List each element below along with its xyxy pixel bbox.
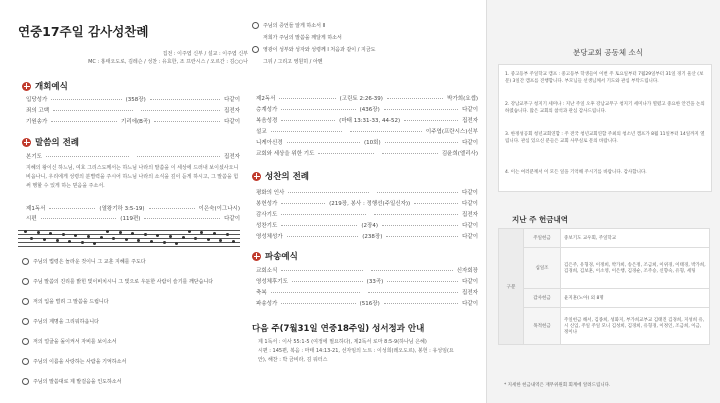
leader-dots [41,218,117,219]
leader-dots [287,142,360,143]
leader-dots [53,110,133,111]
row-detail: (고린토 2:26-39) [339,96,383,102]
leader-dots [385,142,458,143]
row-label: 봉헌성가 [256,201,278,207]
music-note [156,234,159,237]
row-label: 파송성가 [256,301,278,307]
service-row [256,277,478,285]
row-role: 박가희(요셉) [447,96,479,102]
verse-text: 주님의 계명을 그리워하옵니다 [33,319,99,325]
officiant-line: MC : 홍태오도로, 김레슨 / 성찬 : 유효한, 조 프란시스 / 오르간 : 김○○나 [88,59,248,65]
service-row [256,188,478,196]
music-note [100,236,103,239]
psalm-verse [22,298,240,305]
verse-text: 주님의 증언들 알게 하소서 II [263,23,326,29]
music-note [74,234,77,237]
row-role: 다같이 [462,107,479,113]
row-label: 교회소식 [256,268,278,274]
leader-dots [414,203,458,204]
music-note [30,237,33,240]
verse-text: 영광이 성부와 성자와 성령께 I 처음과 같이 / 지금도 [263,47,376,53]
service-row [256,266,478,274]
offering-footnote: * 지세한 헌금내역은 재무위원회 회계에 알려드립니다. [504,383,611,388]
row-role: 집전자 [462,290,478,296]
leader-dots [281,120,335,121]
leader-dots [287,236,359,237]
psalm-verse [22,278,240,285]
offering-type: 목적헌금 [524,308,561,345]
music-note [207,238,210,241]
section-title: 성찬의 전례 [265,172,310,182]
collect-paragraph: 지혜의 왕이신 하느님, 여호 그리스도께서는 하느님 나라의 말씀을 이 세상에 드러내 보이셨사오니 비옵나니, 우리에게 성령의 분별력을 주시어 하느님 나라의 소식을 깊이 듣게 하시고, 그 말씀을 힘써 행할 수 있게 하는 믿음을 주소서. [26,165,239,189]
verse-text: 주님의 법령은 놀라운 것이니 그 교훈 지혜를 주도다 [33,259,146,265]
row-label: 성찬기도 [256,223,278,229]
row-detail: (219장, 봉사 : 정행선(주일신자)) [329,201,411,207]
leader-dots [281,203,325,204]
music-note [169,235,172,238]
row-detail: (33곡) [366,279,384,285]
row-role: 다같이 [462,279,479,285]
music-note [213,232,216,235]
row-label: 영성체성가 [256,234,283,240]
offering-type: 십일조 [524,248,561,289]
leader-dots [350,131,422,132]
offering-table [498,228,710,345]
row-detail: (238장) [362,234,383,240]
row-detail: (516장) [359,301,380,307]
row-label: 제2독서 [256,96,276,102]
row-role: 다같이 [462,234,479,240]
music-note [56,239,59,242]
row-label: 시편 [26,216,37,222]
notice-item: 3. 한정성공회 청년교회연합 : 주 전국 청년교회연합 주최의 청소년 캠프가 8월 11일부터 14일까지 열립니다. 관심 있으신 분들은 교회 사무실로 문의 바랍니다. [505,132,705,144]
leader-dots [279,98,335,99]
music-note [182,236,185,239]
psalm-verse [22,338,240,345]
row-role: 집전자 [462,118,479,124]
music-note [106,230,109,233]
table-row [499,229,710,248]
section-word [22,136,79,148]
music-note [144,233,147,236]
row-detail: (436장) [359,107,380,113]
leader-dots [281,225,357,226]
leader-dots [144,218,220,219]
verse-circle-icon [22,278,29,285]
verse-circle-icon [22,358,29,365]
service-row [26,117,240,125]
leader-dots [271,131,343,132]
leader-dots [271,292,361,293]
notice-item: 4. 이는 여러분께서 이 모든 일을 기억해 주시기를 바랍니다. 감사합니다. [505,170,647,175]
offering-category: 구분 [499,229,524,345]
music-note [232,240,235,243]
offering-names: 중보기도 교우회, 주일학교 [561,229,710,248]
offering-names: 김은주, 유형경, 이정희, 박가희, 송은정, 조금희, 이위경, 이태경, 박가희, 김경희, 김보훈, 이소영, 이은행, 김경순, 조주승, 신향숙, 유형, 세팅 [561,248,710,289]
music-note [194,237,197,240]
music-staff [18,228,240,250]
leader-dots [404,120,458,121]
psalm-verse [22,318,240,325]
section-gathering [22,80,68,92]
service-row [26,204,240,212]
psalm-verse [22,258,240,265]
music-note [81,241,84,244]
row-label: 본기도 [26,154,42,160]
psalm-verse [22,378,240,385]
service-row [26,152,240,160]
row-role: 이은숙(이그나시) [198,206,241,212]
officiant-info [18,50,248,66]
notice-item: 1. 중고등부 주일학교 캠프 : 중고등부 학생들이 이번 주 토요일부터 7월29일부터 31일 경기 울산 (보문) 3일간 캠프를 진행합니다. 부모님들 선생님께서 기도와 관심 부탁드립니다. [505,72,704,84]
psalm-verse [252,58,491,65]
verse-circle-icon [252,46,259,53]
service-row [256,138,478,146]
row-label: 층계성가 [256,107,278,113]
music-note [24,230,27,233]
leader-dots [382,153,438,154]
announcement-line: 시편 : 145편, 복음 : 마태 14:13-21, 선자임의 노트 : 이성희(레오도르), 봉헌 : 유성임(요 [258,348,454,354]
psalm-verse [252,34,491,41]
leader-dots [281,270,363,271]
leader-dots [387,281,458,282]
announcement-line: 제 1독서 : 이사 55:1-5 (여정에 필요하다), 제2독서 로마 8:5-9(하나님 은혜) [258,339,427,345]
row-label: 니케아신경 [256,140,283,146]
music-note [188,230,191,233]
music-note [163,241,166,244]
verse-circle-icon [22,338,29,345]
row-role: 다같이 [462,190,478,196]
table-row [499,308,710,345]
row-role: 다같이 [224,119,241,125]
service-row [256,232,478,240]
verse-circle-icon [252,22,259,29]
leader-dots [318,153,374,154]
leader-dots [154,121,220,122]
row-label: 제1독서 [26,206,46,212]
offering-type: 주일헌금 [524,229,561,248]
announcement-title: 다음 주(7월31일 연중18주일) 성서정과 안내 [252,324,425,334]
offering-names: 윤지훈(노아) 외 8명 [561,289,710,308]
service-row [256,127,478,135]
verse-circle-icon [22,258,29,265]
notice-title: 분당교회 공동체 소식 [573,48,643,57]
section-communion [252,170,309,182]
row-role: 신자회장 [456,268,478,274]
row-label: 입당성가 [26,97,48,103]
service-row [256,116,478,124]
verse-text: 저희가 주님의 말씀을 깨달게 하소서 [263,35,342,41]
service-row [26,214,240,222]
leader-dots [384,303,458,304]
row-label: 기원송가 [26,119,48,125]
notice-box [498,64,712,192]
row-label: 감사기도 [256,212,278,218]
row-label: 평화의 인사 [256,190,285,196]
service-row [256,210,478,218]
leader-dots [281,303,355,304]
leader-dots [292,281,363,282]
section-title: 말씀의 전례 [35,138,80,148]
verse-text: 저의 얼굴을 돌이켜서 자비를 보이소서 [33,339,117,345]
row-label: 설교 [256,129,267,135]
row-label: 영성체후기도 [256,279,288,285]
service-row [256,299,478,307]
leader-dots [386,236,458,237]
offering-names: 주일헌금 해서, 김종희, 성화지, 부가희교부교 김태진 김경희, 지성희 유, 시 신입, 주일 주일 모니 김성희, 김경희, 유형경, 이정인, 조금희, 이금, 정이나 [561,308,710,345]
cross-icon [22,82,31,91]
verse-text: 주님의 말씀대로 제 발걸음을 인도하소서 [33,379,122,385]
row-role: 집전자 [462,212,478,218]
row-detail: (10회) [364,140,381,146]
cross-icon [252,172,261,181]
offering-type: 감사헌금 [524,289,561,308]
service-row [26,95,240,103]
leader-dots [141,110,221,111]
row-label: 교회와 세상을 위한 기도 [256,151,315,157]
music-note [125,238,128,241]
leader-dots [46,156,129,157]
announcement-line: 안), 해찬 : 박 금비라, 김 워터스 [258,357,328,363]
announcement-body [258,338,480,365]
leader-dots [281,214,365,215]
page-title: 연중17주일 감사성찬례 [18,24,149,39]
row-label: 복음성경 [256,118,278,124]
service-row [256,199,478,207]
leader-dots [382,225,458,226]
music-note [37,231,40,234]
verse-text: 주님 말씀의 진리를 밝힌 빛이비치시니 그 빛으로 우둔한 사람이 슬기를 깨닫습니다 [33,279,214,285]
leader-dots [281,109,355,110]
leader-dots [49,208,95,209]
officiant-line: 집전 : 이주엽 신부 / 설교 : 이주엽 신부 [162,51,248,57]
leader-dots [149,208,195,209]
table-row [499,248,710,289]
leader-dots [51,121,117,122]
leader-dots [374,214,458,215]
service-row [256,149,478,157]
offering-title: 지난 주 헌금내역 [512,215,568,224]
table-row [499,289,710,308]
service-row [256,288,478,296]
psalm-verse [252,22,480,29]
row-role: 다같이 [462,201,478,207]
cross-icon [252,252,261,261]
music-note [150,240,153,243]
music-note [175,242,178,245]
row-detail: (열왕기하 3:5-19) [99,206,145,212]
verse-circle-icon [22,378,29,385]
section-dismissal [252,250,298,262]
row-detail: (2장4) [361,223,378,229]
cross-icon [22,138,31,147]
row-role: 다같이 [462,301,479,307]
row-role: 김윤희(엘리사) [441,151,478,157]
row-detail: 기리에(B곡) [121,119,151,125]
row-role: 다같이 [462,140,479,146]
music-note [226,233,229,236]
leader-dots [150,99,220,100]
leader-dots [368,292,458,293]
row-role: 집전자 [224,108,240,114]
leader-dots [377,192,458,193]
row-role: 집전자 [224,154,240,160]
music-note [43,238,46,241]
verse-text: 그뒤 / 그리고 영원히 / 아멘 [263,59,323,65]
service-row [256,105,478,113]
section-title: 파송예식 [265,252,298,262]
leader-dots [384,109,458,110]
music-note [62,233,65,236]
verse-circle-icon [22,298,29,305]
row-role: 이주엽(프란시스)신부 [425,129,478,135]
music-note [119,231,122,234]
music-note [87,235,90,238]
psalm-verse [22,358,240,365]
verse-text: 저의 입을 벌려 그 말씀을 드립니다 [33,299,109,305]
verse-circle-icon [22,318,29,325]
row-detail: (마태 13:31-33, 44-52) [339,118,401,124]
notice-item: 2. 강남교무구 청지기 세미나 : 지난 주일 오후 강남교무구 청지기 세미나가 열렸고 중요한 안건을 논의하였습니다. 많은 교회의 참석과 관심 감사드립니다. [505,102,705,114]
leader-dots [51,99,121,100]
row-role: 다같이 [462,223,479,229]
music-note [93,242,96,245]
leader-dots [371,270,453,271]
row-detail: (358장) [125,97,146,103]
row-label: 축복 [256,290,267,296]
row-detail: (119편) [120,216,141,222]
row-role: 다같이 [224,216,241,222]
service-row [256,221,478,229]
verse-text: 주님의 이름을 사랑하는 사람을 기억하소서 [33,359,127,365]
service-row [26,106,240,114]
row-label: 죄의 고백 [26,108,50,114]
leader-dots [137,156,220,157]
psalm-verse [252,46,480,53]
section-title: 개회예식 [35,82,68,92]
leader-dots [288,192,369,193]
row-role: 다같이 [224,97,241,103]
music-note [112,237,115,240]
service-row [256,94,478,102]
leader-dots [387,98,443,99]
